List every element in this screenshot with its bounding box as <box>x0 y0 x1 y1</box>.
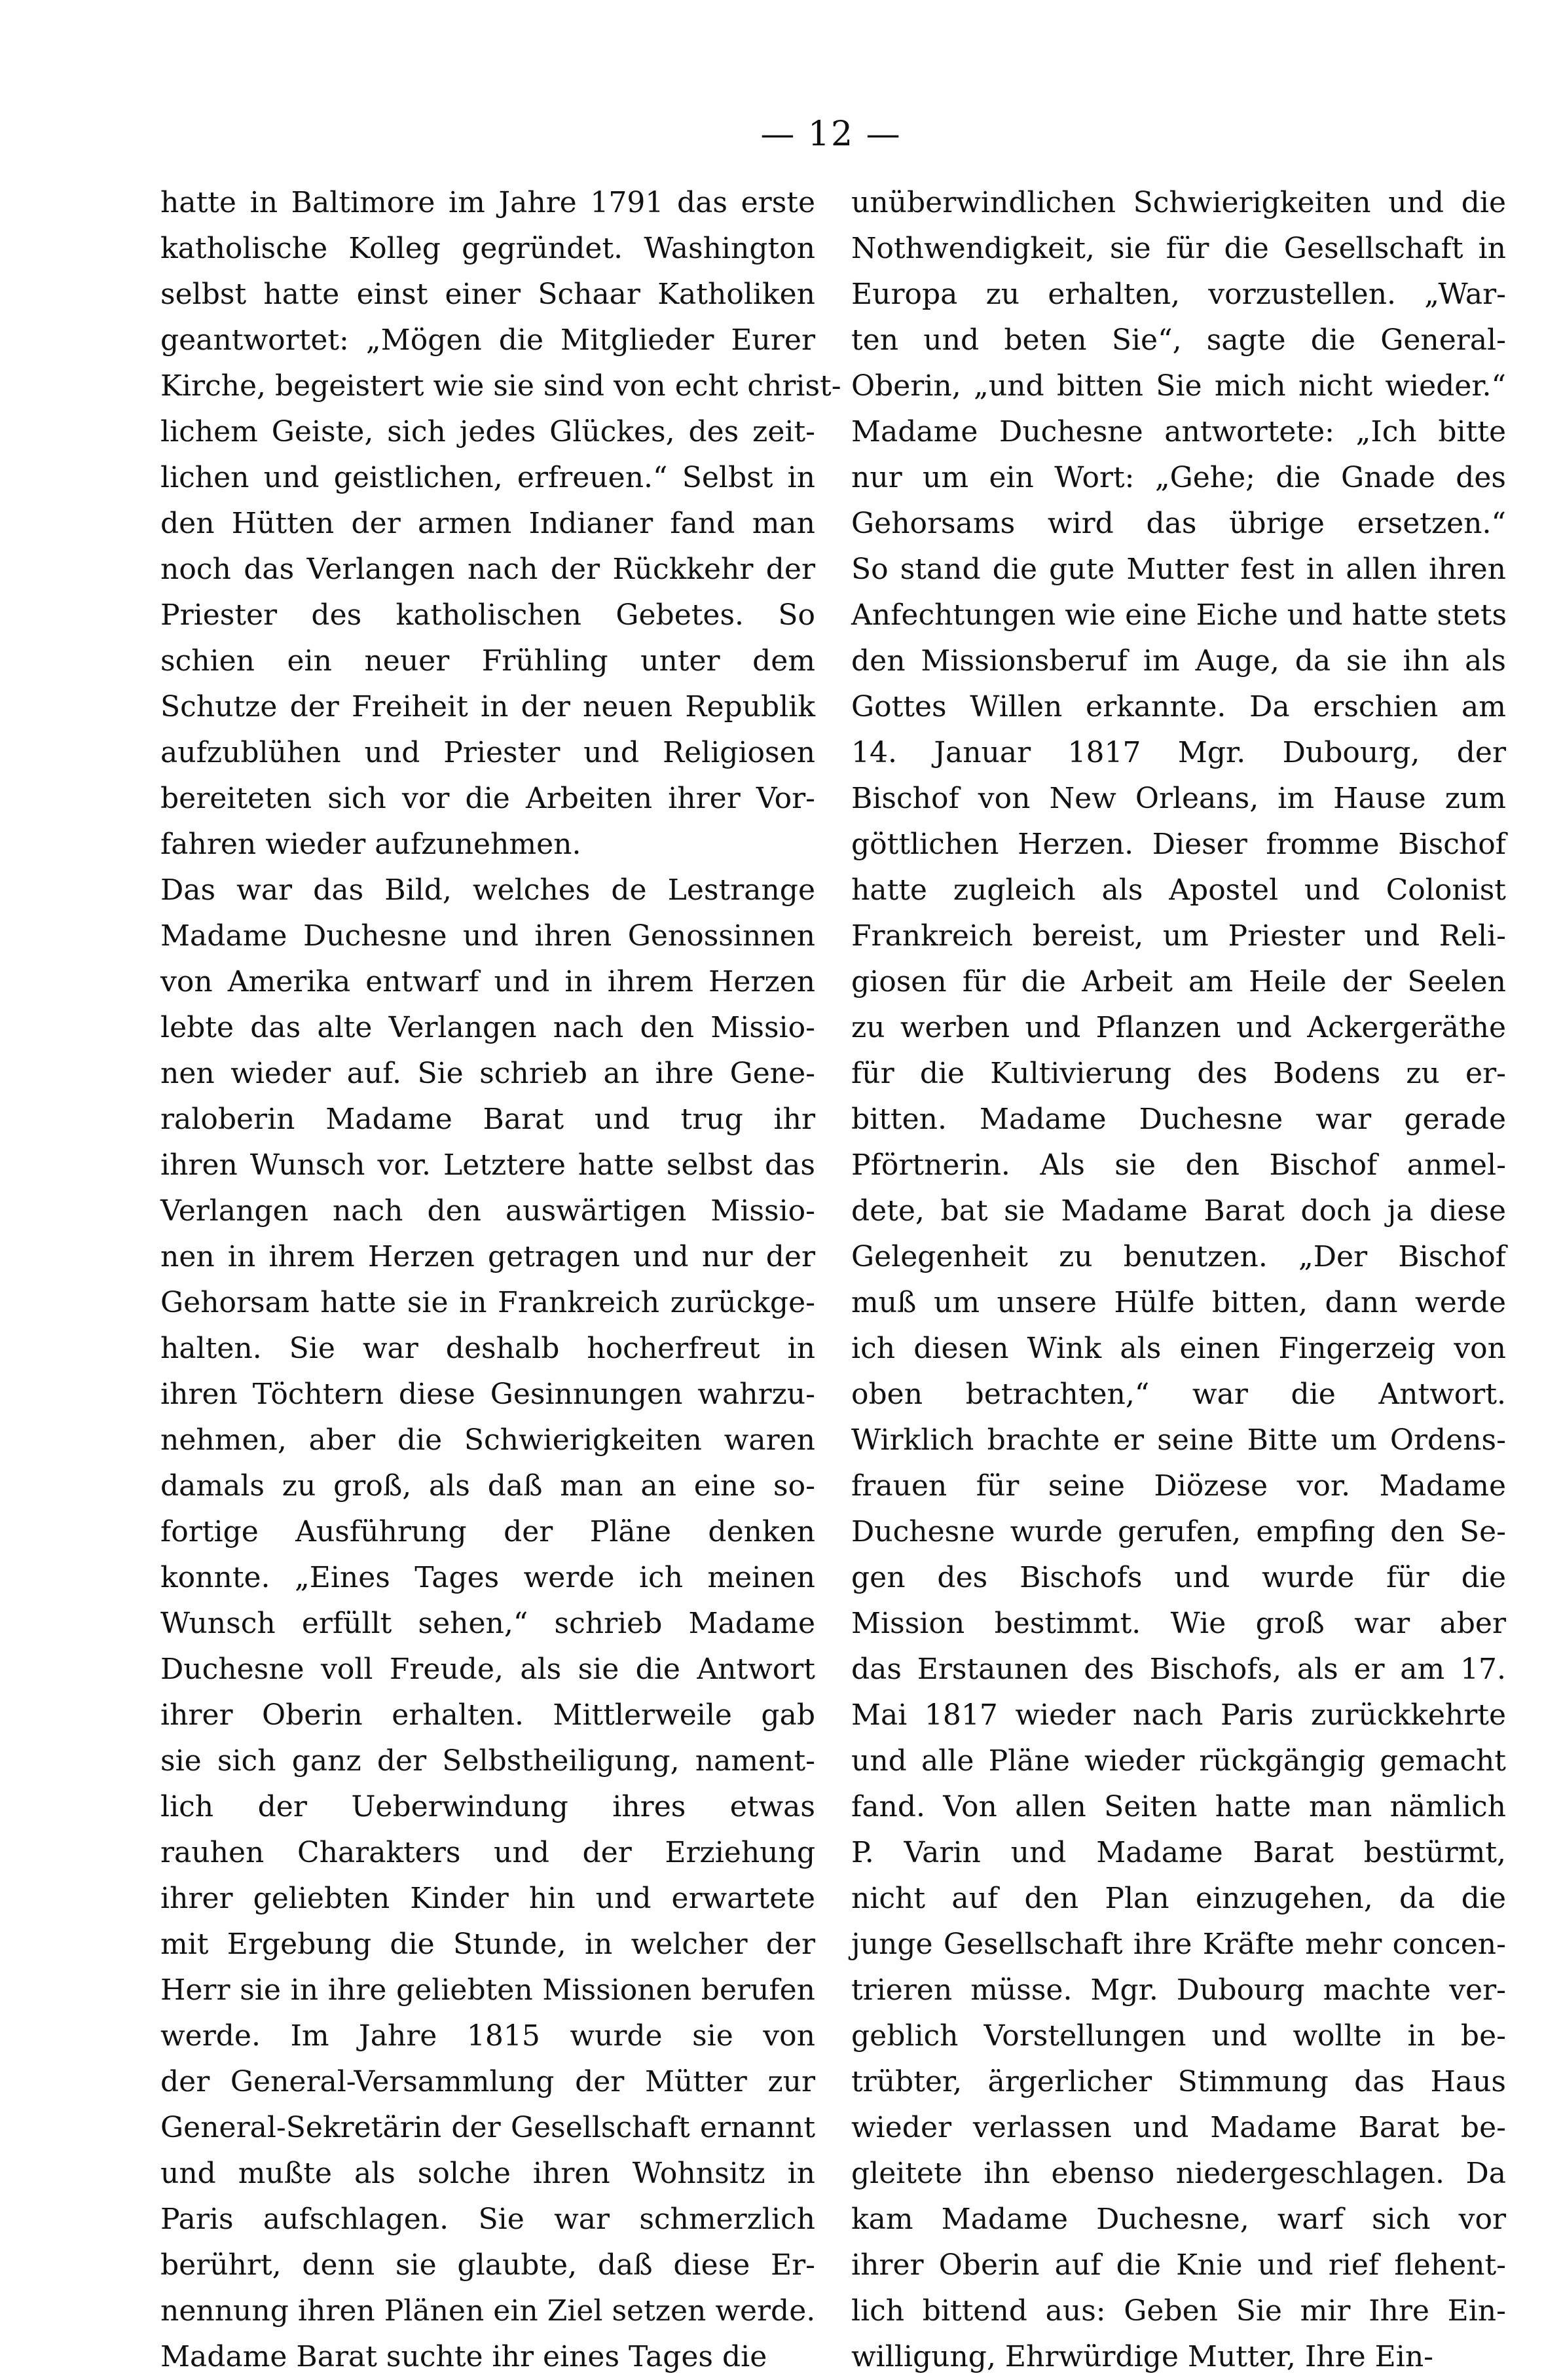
text-line: lich der Ueberwindung ihres etwas <box>160 1790 815 1823</box>
text-line: Herr sie in ihre geliebten Missionen berufen <box>160 1973 815 2007</box>
text-line: fortige Ausführung der Pläne denken <box>160 1515 815 1548</box>
text-line: Kirche, begeistert wie sie sind von echt christ- <box>160 369 841 403</box>
text-line: geblich Vorstellungen und wollte in be- <box>851 2019 1506 2053</box>
text-line: ich diesen Wink als einen Fingerzeig von <box>851 1332 1506 1365</box>
text-line: von Amerika entwarf und in ihrem Herzen <box>160 965 815 998</box>
text-line: fahren wieder aufzunehmen. <box>160 828 581 861</box>
text-line: der General-Versammlung der Mütter zur <box>160 2065 815 2098</box>
text-line: dete, bat sie Madame Barat doch ja diese <box>851 1194 1506 1228</box>
text-line: ihrer geliebten Kinder hin und erwartete <box>160 1882 815 1915</box>
text-line: Duchesne voll Freude, als sie die Antwort <box>160 1653 815 1686</box>
text-line: Madame Duchesne antwortete: „Ich bitte <box>851 415 1506 449</box>
text-line: fand. Von allen Seiten hatte man nämlich <box>851 1790 1506 1823</box>
text-line: trübter, ärgerlicher Stimmung das Haus <box>851 2065 1506 2098</box>
text-line: willigung, Ehrwürdige Mutter, Ihre Ein- <box>851 2340 1434 2373</box>
text-line: Gelegenheit zu benutzen. „Der Bischof <box>851 1240 1506 1273</box>
text-line: giosen für die Arbeit am Heile der Seelen <box>851 965 1506 998</box>
text-line: Gottes Willen erkannte. Da erschien am <box>851 690 1506 723</box>
text-line: Madame Barat suchte ihr eines Tages die <box>160 2340 767 2373</box>
text-line: und alle Pläne wieder rückgängig gemacht <box>851 1744 1506 1778</box>
text-line: Madame Duchesne und ihren Genossinnen <box>160 919 815 953</box>
left-text-column <box>160 180 841 2380</box>
text-line: lich bittend aus: Geben Sie mir Ihre Ein- <box>851 2294 1506 2328</box>
text-line: zu werben und Pflanzen und Ackergeräthe <box>851 1011 1506 1044</box>
text-line: den Missionsberuf im Auge, da sie ihn als <box>851 644 1506 678</box>
text-line: nen wieder auf. Sie schrieb an ihre Gene- <box>160 1057 815 1090</box>
text-line: ihren Wunsch vor. Letztere hatte selbst das <box>160 1148 815 1182</box>
text-line: bereiteten sich vor die Arbeiten ihrer Vor- <box>160 782 815 815</box>
text-line: So stand die gute Mutter fest in allen ihren <box>851 553 1506 586</box>
text-line: katholische Kolleg gegründet. Washington <box>160 232 815 265</box>
text-line: Duchesne wurde gerufen, empfing den Se- <box>851 1515 1506 1548</box>
text-line: Oberin, „und bitten Sie mich nicht wieder.“ <box>851 369 1506 403</box>
text-line: raloberin Madame Barat und trug ihr <box>160 1103 815 1136</box>
text-line: für die Kultivierung des Bodens zu er- <box>851 1057 1506 1090</box>
text-line: geantwortet: „Mögen die Mitglieder Eurer <box>160 323 815 357</box>
text-line: hatte zugleich als Apostel und Colonist <box>851 873 1506 907</box>
page-number: — 12 — <box>760 115 902 154</box>
text-line: nur um ein Wort: „Gehe; die Gnade des <box>851 461 1506 494</box>
text-line: P. Varin und Madame Barat bestürmt, <box>851 1836 1506 1869</box>
text-line: ten und beten Sie“, sagte die General- <box>851 323 1506 357</box>
text-line: General-Sekretärin der Gesellschaft ernannt <box>160 2111 815 2144</box>
text-line: hatte in Baltimore im Jahre 1791 das erste <box>160 186 815 219</box>
text-line: Gehorsam hatte sie in Frankreich zurückge- <box>160 1286 815 1319</box>
text-line: und mußte als solche ihren Wohnsitz in <box>160 2157 815 2190</box>
text-line: das Erstaunen des Bischofs, als er am 17. <box>851 1653 1506 1686</box>
text-line: noch das Verlangen nach der Rückkehr der <box>160 553 815 586</box>
text-line: lichen und geistlichen, erfreuen.“ Selbst in <box>160 461 815 494</box>
text-line: rauhen Charakters und der Erziehung <box>160 1836 815 1869</box>
text-line: 14. Januar 1817 Mgr. Dubourg, der <box>851 736 1506 769</box>
text-line: aufzublühen und Priester und Religiosen <box>160 736 815 769</box>
text-line: Verlangen nach den auswärtigen Missio- <box>160 1194 815 1228</box>
text-line: kam Madame Duchesne, warf sich vor <box>851 2203 1506 2236</box>
text-line: konnte. „Eines Tages werde ich meinen <box>160 1561 815 1594</box>
text-line: Bischof von New Orleans, im Hause zum <box>851 782 1506 815</box>
text-line: sie sich ganz der Selbstheiligung, nament- <box>160 1744 815 1778</box>
text-line: unüberwindlichen Schwierigkeiten und die <box>851 186 1506 219</box>
text-line: berührt, denn sie glaubte, daß diese Er- <box>160 2248 815 2282</box>
text-line: lebte das alte Verlangen nach den Missio- <box>160 1011 815 1044</box>
text-line: selbst hatte einst einer Schaar Katholiken <box>160 278 815 311</box>
text-line: muß um unsere Hülfe bitten, dann werde <box>851 1286 1506 1319</box>
text-line: gen des Bischofs und wurde für die <box>851 1561 1506 1594</box>
text-line: wieder verlassen und Madame Barat be- <box>851 2111 1506 2144</box>
text-line: damals zu groß, als daß man an eine so- <box>160 1469 815 1503</box>
text-line: Priester des katholischen Gebetes. So <box>160 598 815 632</box>
text-line: Paris aufschlagen. Sie war schmerzlich <box>160 2203 815 2236</box>
text-line: lichem Geiste, sich jedes Glückes, des zeit- <box>160 415 815 449</box>
text-line: Mission bestimmt. Wie groß war aber <box>851 1607 1506 1640</box>
text-line: halten. Sie war deshalb hocherfreut in <box>160 1332 815 1365</box>
text-line: Frankreich bereist, um Priester und Reli- <box>851 919 1506 953</box>
text-line: frauen für seine Diözese vor. Madame <box>851 1469 1506 1503</box>
text-line: Schutze der Freiheit in der neuen Republik <box>160 690 815 723</box>
text-line: Pförtnerin. Als sie den Bischof anmel- <box>851 1148 1506 1182</box>
text-line: Wirklich brachte er seine Bitte um Ordens- <box>851 1423 1506 1457</box>
text-line: Das war das Bild, welches de Lestrange <box>160 873 815 907</box>
text-line: Gehorsams wird das übrige ersetzen.“ <box>851 507 1506 540</box>
text-line: bitten. Madame Duchesne war gerade <box>851 1103 1506 1136</box>
text-line: nicht auf den Plan einzugehen, da die <box>851 1882 1506 1915</box>
text-line: ihren Töchtern diese Gesinnungen wahrzu- <box>160 1378 815 1411</box>
text-line: Mai 1817 wieder nach Paris zurückkehrte <box>851 1698 1506 1732</box>
text-line: oben betrachten,“ war die Antwort. <box>851 1378 1506 1411</box>
text-line: nen in ihrem Herzen getragen und nur der <box>160 1240 815 1273</box>
text-line: mit Ergebung die Stunde, in welcher der <box>160 1928 815 1961</box>
text-line: Europa zu erhalten, vorzustellen. „War- <box>851 278 1506 311</box>
text-line: gleitete ihn ebenso niedergeschlagen. Da <box>851 2157 1506 2190</box>
text-line: ihrer Oberin erhalten. Mittlerweile gab <box>160 1698 815 1732</box>
text-line: schien ein neuer Frühling unter dem <box>160 644 815 678</box>
text-line: nennung ihren Plänen ein Ziel setzen werde. <box>160 2294 816 2328</box>
text-line: trieren müsse. Mgr. Dubourg machte ver- <box>851 1973 1506 2007</box>
text-line: junge Gesellschaft ihre Kräfte mehr concen- <box>851 1928 1506 1961</box>
right-text-column <box>851 180 1506 2380</box>
text-line: Wunsch erfüllt sehen,“ schrieb Madame <box>160 1607 815 1640</box>
text-line: werde. Im Jahre 1815 wurde sie von <box>160 2019 815 2053</box>
text-line: den Hütten der armen Indianer fand man <box>160 507 815 540</box>
text-line: göttlichen Herzen. Dieser fromme Bischof <box>851 828 1506 861</box>
text-line: Nothwendigkeit, sie für die Gesellschaft in <box>851 232 1506 265</box>
text-line: nehmen, aber die Schwierigkeiten waren <box>160 1423 815 1457</box>
text-line: ihrer Oberin auf die Knie und rief flehent- <box>851 2248 1506 2282</box>
text-line: Anfechtungen wie eine Eiche und hatte stets <box>851 598 1507 632</box>
